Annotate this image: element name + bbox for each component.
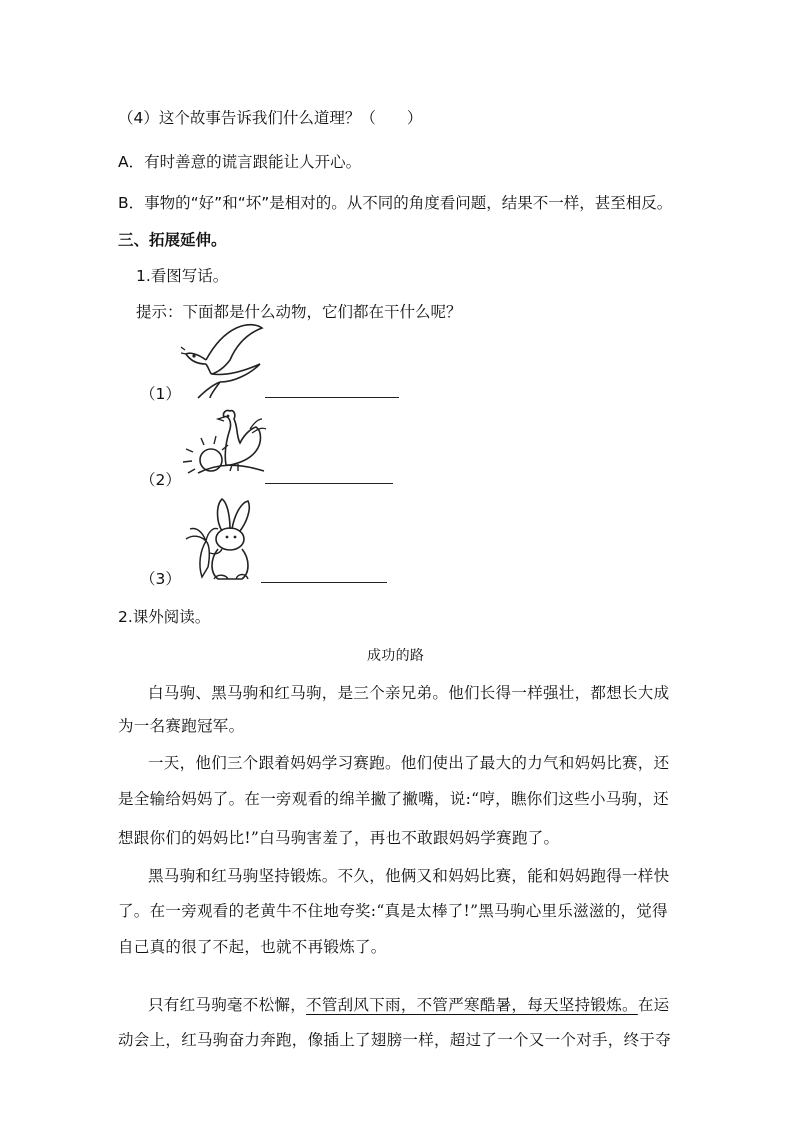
swallow-icon bbox=[180, 320, 265, 400]
q4-option-b: B．事物的“好”和“坏”是相对的。从不同的角度看问题，结果不一样，甚至相反。 bbox=[118, 194, 673, 212]
q4-option-a: A．有时善意的谎言跟能让人开心。 bbox=[118, 153, 362, 171]
item-3-label: （3） bbox=[140, 570, 181, 588]
story-line: 白马驹、黑马驹和红马驹，是三个亲兄弟。他们长得一样强壮，都想长大成 bbox=[148, 684, 670, 702]
task-2-title: 2.课外阅读。 bbox=[118, 608, 211, 626]
task-1-title: 1.看图写话。 bbox=[136, 267, 229, 285]
q4-question: （4）这个故事告诉我们什么道理？（ ） bbox=[118, 109, 423, 127]
story-line: 动会上，红马驹奋力奔跑，像插上了翅膀一样，超过了一个又一个对手，终于夺 bbox=[118, 1031, 672, 1049]
story-line: 黑马驹和红马驹坚持锻炼。不久，他俩又和妈妈比赛，能和妈妈跑得一样快 bbox=[148, 867, 670, 885]
story-line: 一天，他们三个跟着妈妈学习赛跑。他们使出了最大的力气和妈妈比赛，还 bbox=[148, 754, 670, 772]
story-title: 成功的路 bbox=[367, 648, 425, 664]
story-text: 只有红马驹毫不松懈， bbox=[148, 996, 307, 1014]
item-2-label: （2） bbox=[140, 471, 181, 489]
story-line: 了。在一旁观看的老黄牛不住地夸奖:“真是太棒了!”黑马驹心里乐滋滋的，觉得 bbox=[118, 902, 668, 920]
section-3-heading: 三、拓展延伸。 bbox=[118, 231, 227, 249]
item-1-label: （1） bbox=[140, 385, 181, 403]
story-line: 为一名赛跑冠军。 bbox=[118, 717, 245, 735]
story-line-with-underline bbox=[148, 993, 669, 1015]
item-1-answer-line[interactable] bbox=[265, 397, 399, 398]
story-text: 在运 bbox=[637, 996, 670, 1014]
task-1-hint: 提示：下面都是什么动物，它们都在干什么呢？ bbox=[136, 303, 462, 321]
underlined-sentence: 不管刮风下雨，不管严寒酷暑，每天坚持锻炼。 bbox=[306, 996, 638, 1014]
item-3-answer-line[interactable] bbox=[261, 582, 387, 583]
story-line: 是全输给妈妈了。在一旁观看的绵羊撇了撇嘴，说:“哼，瞧你们这些小马驹，还 bbox=[118, 790, 669, 808]
item-2-answer-line[interactable] bbox=[265, 483, 393, 484]
rooster-icon bbox=[178, 405, 268, 480]
story-line: 自己真的很了不起，也就不再锻炼了。 bbox=[118, 938, 387, 956]
story-line: 想跟你们的妈妈比!”白马驹害羞了，再也不敢跟妈妈学赛跑了。 bbox=[118, 829, 560, 847]
rabbit-icon bbox=[180, 495, 262, 585]
